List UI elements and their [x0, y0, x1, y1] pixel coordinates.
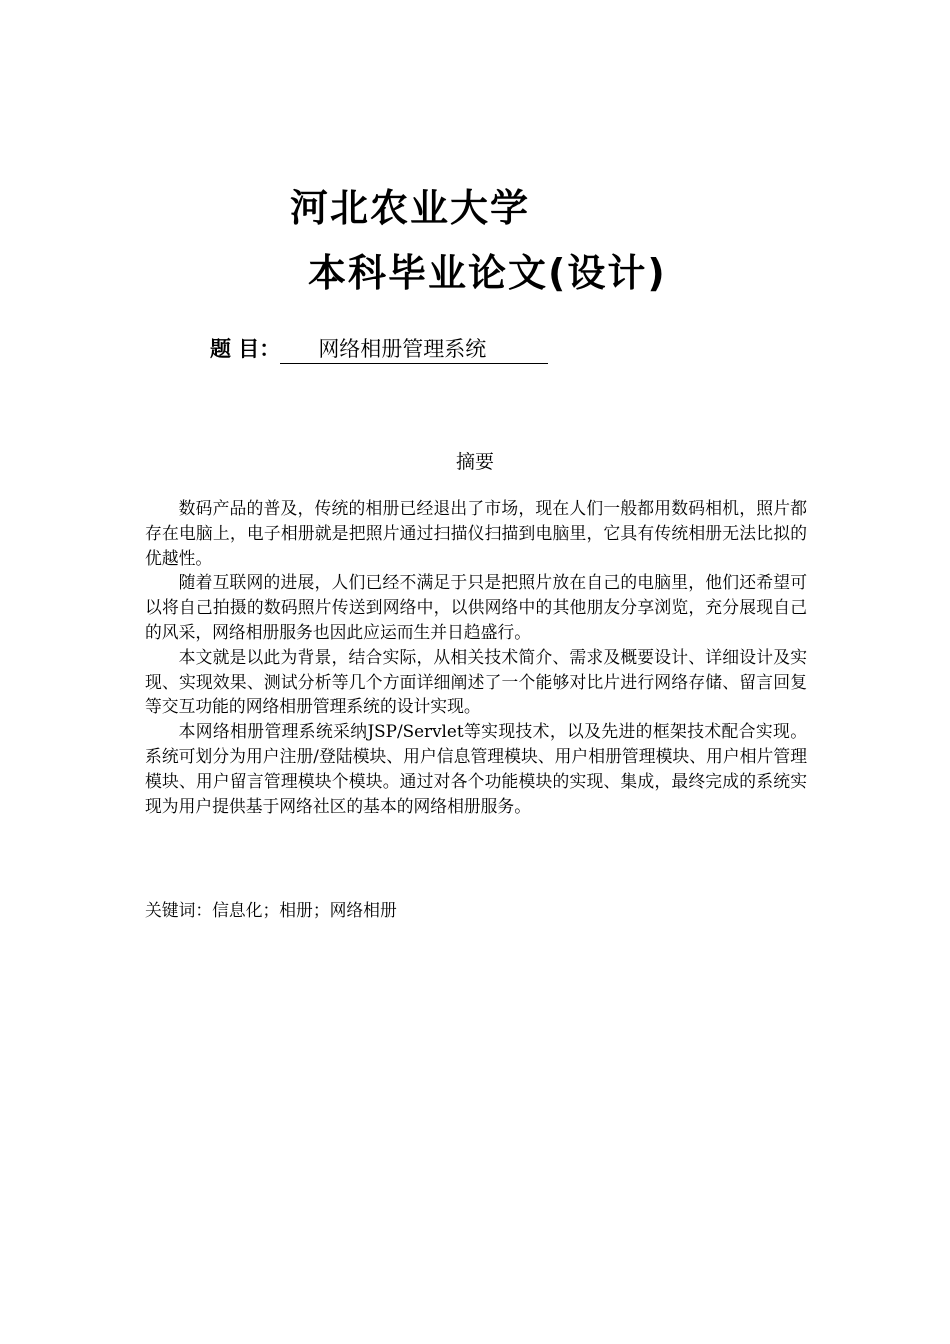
keywords-label: 关键词： [145, 900, 213, 920]
thesis-title-row [210, 334, 548, 364]
keywords-line [145, 897, 397, 923]
university-name: 河北农业大学 [290, 186, 531, 230]
abstract-paragraph: 本网络相册管理系统采纳JSP/Servlet等实现技术，以及先进的框架技术配合实现。系统可划分为用户注册/登陆模块、用户信息管理模块、用户相册管理模块、用户相片管理模块、用户留言管理模块个模块。通过对各个功能模块的实现、集成，最终完成的系统实现为用户提供基于网络社区的基本的网络相册服务。 [145, 721, 807, 816]
thesis-title-label: 题 目： [210, 337, 281, 361]
thesis-type-heading: 本科毕业论文(设计) [308, 251, 667, 295]
abstract-paragraph: 随着互联网的进展，人们已经不满足于只是把照片放在自己的电脑里，他们还希望可以将自己拍摄的数码照片传送到网络中，以供网络中的其他朋友分享浏览，充分展现自己的风采，网络相册服务也因此应运而生并日趋盛行。 [145, 572, 807, 642]
abstract-paragraph: 本文就是以此为背景，结合实际，从相关技术简介、需求及概要设计、详细设计及实现、实现效果、测试分析等几个方面详细阐述了一个能够对比片进行网络存储、留言回复等交互功能的网络相册管理系统的设计实现。 [145, 646, 807, 717]
abstract-paragraph: 数码产品的普及，传统的相册已经退出了市场，现在人们一般都用数码相机，照片都存在电脑上，电子相册就是把照片通过扫描仪扫描到电脑里，它具有传统相册无法比拟的优越性。 [145, 498, 807, 568]
keywords-value: 信息化；相册；网络相册 [212, 900, 397, 920]
abstract-body [145, 496, 807, 818]
abstract-heading: 摘要 [455, 451, 494, 473]
thesis-title-value: 网络相册管理系统 [280, 335, 548, 364]
